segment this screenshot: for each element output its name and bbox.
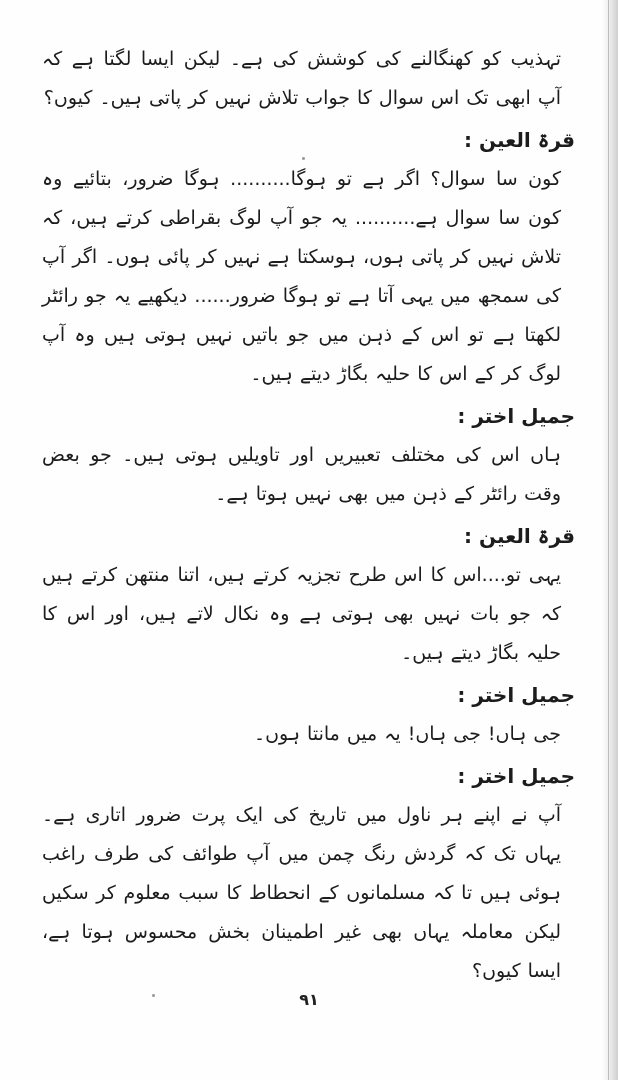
- speaker-name: جمیل اختر :: [457, 683, 575, 707]
- page-spine-line: [608, 0, 609, 1080]
- answer-paragraph: یہی تو....اس کا اس طرح تجزیہ کرتے ہیں، اتنا منتھن کرتے ہیں کہ جو بات نہیں بھی ہوتی ہے وہ نکال لاتے ہیں، اور اس کا حلیہ بگاڑ دیتے ہیں۔: [42, 564, 561, 664]
- speaker-name: قرۃ العین :: [464, 524, 575, 548]
- speaker-name: قرۃ العین :: [464, 128, 575, 152]
- speaker-name: جمیل اختر :: [457, 404, 575, 428]
- page-spine-shadow: [602, 0, 618, 1080]
- speaker-name: جمیل اختر :: [457, 764, 575, 788]
- answer-paragraph: جی ہاں! جی ہاں! یہ میں مانتا ہوں۔: [253, 723, 561, 745]
- answer-paragraph: کون سا سوال؟ اگر ہے تو ہوگا.......... ہوگا ضرور، بتائیے وہ کون سا سوال ہے.......... یہ جو آپ لوگ بقراطی کرتے ہیں، کہ تلاش نہیں کر پاتی ہوں، ہوسکتا ہے نہیں کر پائی ہوں۔ اگر آپ کی سمجھ میں یہی آتا ہے تو ہوگا ضرور...... دیکھیے یہ جو رائٹر لکھتا ہے تو اس کے ذہن میں جو باتیں نہیں ہوتی ہیں وہ آپ لوگ کر کے اس کا حلیہ بگاڑ دیتے ہیں۔: [42, 168, 561, 385]
- question-paragraph: ہاں اس کی مختلف تعبیریں اور تاویلیں ہوتی ہیں۔ جو بعض وقت رائٹر کے ذہن میں بھی نہیں ہوتا ہے۔: [42, 444, 561, 505]
- interview-text: [30, 40, 575, 991]
- question-paragraph: تہذیب کو کھنگالنے کی کوشش کی ہے۔ لیکن ایسا لگتا ہے کہ آپ ابھی تک اس سوال کا جواب تلاش نہیں کر پاتی ہیں۔ کیوں؟: [42, 48, 561, 109]
- page-number: ٩١: [299, 990, 319, 1009]
- question-paragraph: آپ نے اپنے ہر ناول میں تاریخ کی ایک پرت ضرور اتاری ہے۔ یہاں تک کہ گردش رنگ چمن میں آپ طوائف کی طرف راغب ہوئی ہیں تا کہ مسلمانوں کے انحطاط کا سبب معلوم کر سکیں لیکن معاملہ یہاں بھی غیر اطمینان بخش محسوس ہوتا ہے، ایسا کیوں؟: [42, 804, 561, 982]
